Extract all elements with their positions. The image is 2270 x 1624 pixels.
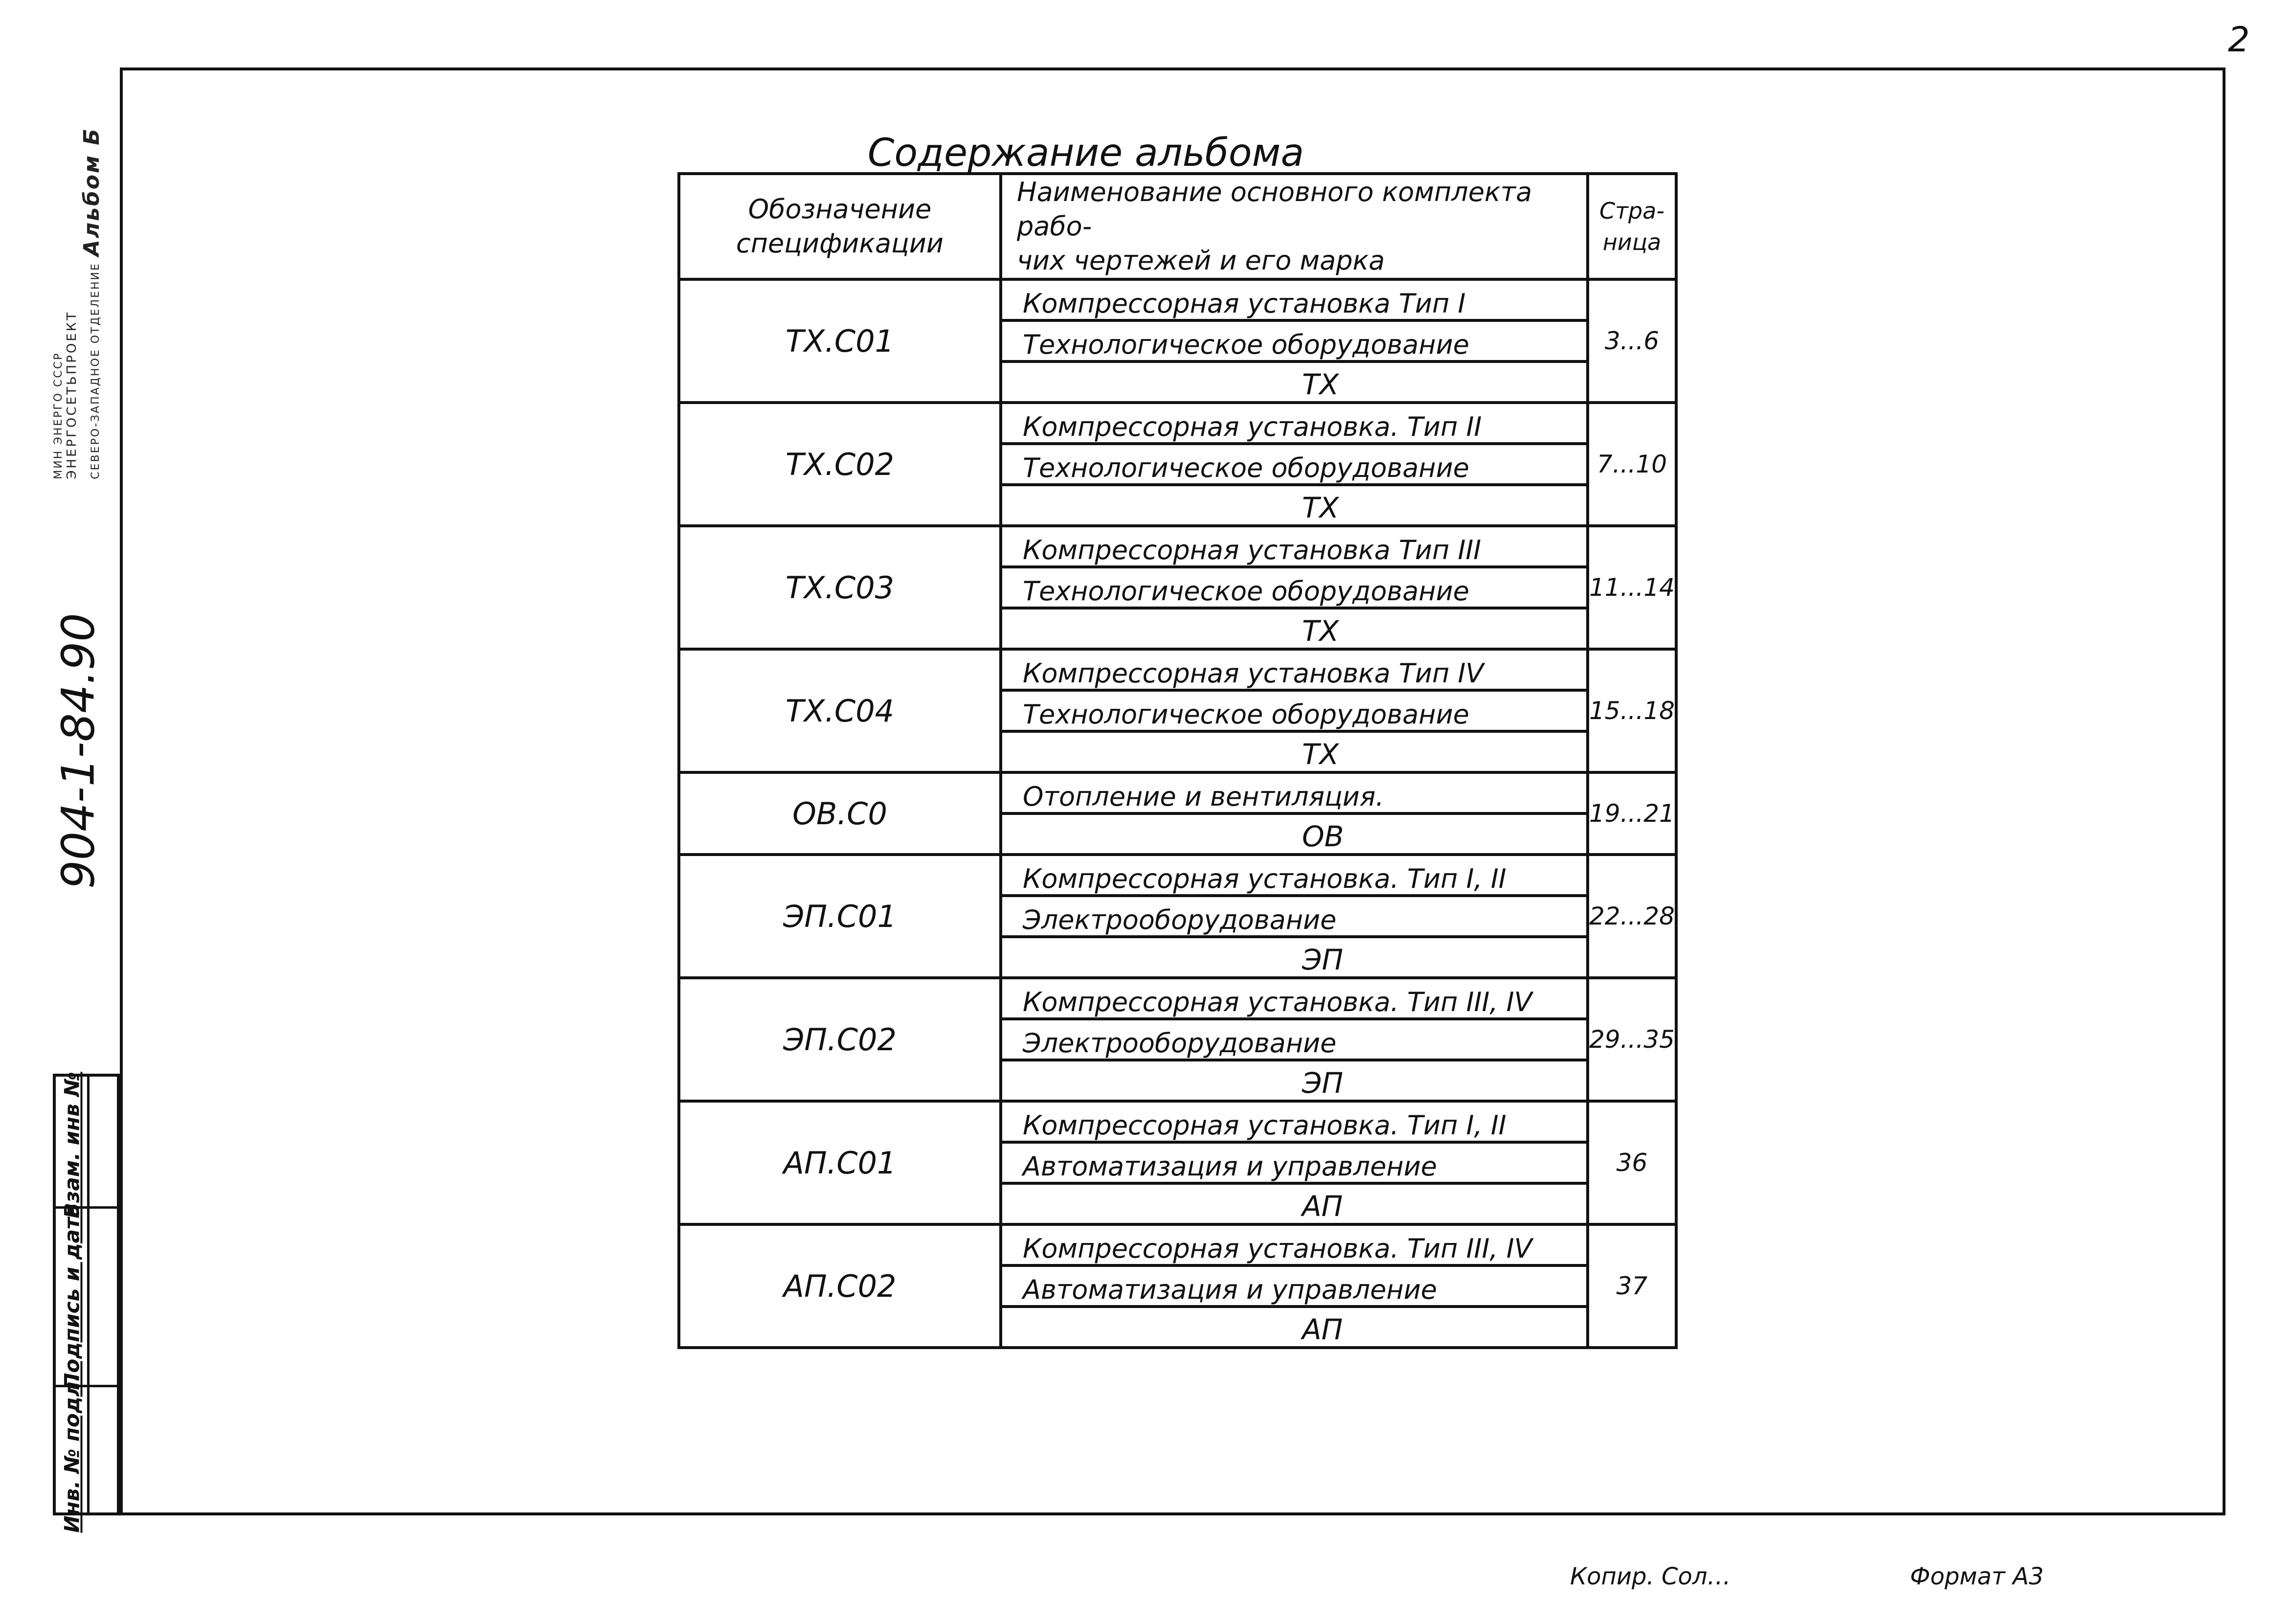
spec-code: ТХ.С03 bbox=[679, 526, 1001, 649]
stamp-album: Альбом Б bbox=[79, 127, 104, 257]
table-row bbox=[679, 855, 1676, 896]
set-name-line: Электрооборудование bbox=[1001, 1019, 1588, 1060]
page-range: 36 bbox=[1588, 1101, 1676, 1224]
header-page-line-2: ница bbox=[1602, 229, 1662, 255]
set-mark: ТХ bbox=[1299, 361, 1588, 403]
mark-spacer bbox=[1001, 361, 1299, 403]
page-range: 29...35 bbox=[1588, 978, 1676, 1101]
mark-spacer bbox=[1001, 1307, 1299, 1348]
spec-code: АП.С02 bbox=[679, 1224, 1001, 1348]
page-range: 19...21 bbox=[1588, 772, 1676, 855]
set-name-line: Автоматизация и управление bbox=[1001, 1265, 1588, 1307]
spec-code: АП.С01 bbox=[679, 1101, 1001, 1224]
set-mark: АП bbox=[1299, 1307, 1588, 1348]
table-row bbox=[679, 1224, 1676, 1265]
set-name-line: Автоматизация и управление bbox=[1001, 1142, 1588, 1183]
header-code-line-2: спецификации bbox=[736, 228, 944, 259]
contents-table bbox=[677, 172, 1678, 1349]
set-mark: ЭП bbox=[1299, 1060, 1588, 1101]
side-stamp-label-signature-date: Подпись и дата bbox=[60, 1203, 84, 1390]
set-name-line: Электрооборудование bbox=[1001, 896, 1588, 937]
spec-code: ТХ.С04 bbox=[679, 649, 1001, 772]
table-row bbox=[679, 526, 1676, 567]
set-mark: ОВ bbox=[1299, 813, 1588, 855]
page-range: 11...14 bbox=[1588, 526, 1676, 649]
side-stamp-column-divider bbox=[87, 1077, 90, 1512]
header-code bbox=[679, 174, 1001, 279]
set-mark: ТХ bbox=[1299, 485, 1588, 526]
set-name-line: Компрессорная установка. Тип III, IV bbox=[1001, 978, 1588, 1019]
set-name-line: Компрессорная установка. Тип III, IV bbox=[1001, 1224, 1588, 1265]
side-stamp bbox=[53, 1072, 120, 1533]
mark-spacer bbox=[1001, 937, 1299, 978]
table-header-row bbox=[679, 174, 1676, 279]
set-mark: ТХ bbox=[1299, 731, 1588, 772]
organization-stamp bbox=[52, 127, 104, 479]
set-mark: ТХ bbox=[1299, 608, 1588, 649]
header-name bbox=[1001, 174, 1588, 279]
table-row bbox=[679, 978, 1676, 1019]
set-name-line: Компрессорная установка. Тип II bbox=[1001, 403, 1588, 444]
page-range: 15...18 bbox=[1588, 649, 1676, 772]
table-row bbox=[679, 772, 1676, 813]
set-name-line: Компрессорная установка Тип I bbox=[1001, 279, 1588, 320]
set-name-line: Технологическое оборудование bbox=[1001, 567, 1588, 608]
stamp-org-line-2 bbox=[79, 127, 104, 479]
mark-spacer bbox=[1001, 731, 1299, 772]
side-stamp-label-replaced-inv: Взам. инв № bbox=[60, 1072, 84, 1218]
set-mark: АП bbox=[1299, 1183, 1588, 1224]
mark-spacer bbox=[1001, 485, 1299, 526]
page-number: 2 bbox=[2228, 20, 2250, 60]
header-name-line-1: Наименование основного комплекта рабо- bbox=[1017, 177, 1532, 242]
set-name-line: Технологическое оборудование bbox=[1001, 444, 1588, 485]
stamp-org-line: МИН ЭНЕРГО СССР bbox=[52, 352, 65, 479]
header-page-line-1: Стра- bbox=[1599, 198, 1664, 224]
set-name-line: Технологическое оборудование bbox=[1001, 320, 1588, 361]
set-name-line: Компрессорная установка. Тип I, II bbox=[1001, 1101, 1588, 1142]
page-title: Содержание альбома bbox=[867, 131, 1304, 175]
header-page bbox=[1588, 174, 1676, 279]
stamp-org-line2-text: СЕВЕРО-ЗАПАДНОЕ ОТДЕЛЕНИЕ bbox=[90, 262, 102, 479]
copy-note: Копир. Сол… bbox=[1570, 1563, 1731, 1590]
header-name-line-2: чих чертежей и его марка bbox=[1017, 245, 1385, 276]
spec-code: ЭП.С02 bbox=[679, 978, 1001, 1101]
set-name-line: Компрессорная установка Тип III bbox=[1001, 526, 1588, 567]
page-range: 3...6 bbox=[1588, 279, 1676, 403]
set-name-line: Компрессорная установка Тип IV bbox=[1001, 649, 1588, 690]
set-name-line: Компрессорная установка. Тип I, II bbox=[1001, 855, 1588, 896]
mark-spacer bbox=[1001, 813, 1299, 855]
set-name-line: Отопление и вентиляция. bbox=[1001, 772, 1588, 813]
table-row bbox=[679, 279, 1676, 320]
spec-code: ТХ.С02 bbox=[679, 403, 1001, 526]
mark-spacer bbox=[1001, 1183, 1299, 1224]
mark-spacer bbox=[1001, 608, 1299, 649]
album-code: 904-1-84.90 bbox=[52, 613, 105, 889]
mark-spacer bbox=[1001, 1060, 1299, 1101]
page-range: 22...28 bbox=[1588, 855, 1676, 978]
set-mark: ЭП bbox=[1299, 937, 1588, 978]
page-range: 37 bbox=[1588, 1224, 1676, 1348]
table-row bbox=[679, 649, 1676, 690]
side-stamp-label-original-inv: Инв. № подл. bbox=[60, 1374, 84, 1533]
format-note: Формат А3 bbox=[1910, 1563, 2044, 1590]
spec-code: ТХ.С01 bbox=[679, 279, 1001, 403]
page-range: 7...10 bbox=[1588, 403, 1676, 526]
table-row bbox=[679, 403, 1676, 444]
set-name-line: Технологическое оборудование bbox=[1001, 690, 1588, 731]
spec-code: ЭП.С01 bbox=[679, 855, 1001, 978]
contents-body bbox=[679, 279, 1676, 1348]
spec-code: ОВ.С0 bbox=[679, 772, 1001, 855]
header-code-line-1: Обозначение bbox=[748, 194, 932, 225]
table-row bbox=[679, 1101, 1676, 1142]
stamp-mid-line: ЭНЕРГОСЕТЬПРОЕКТ bbox=[65, 310, 79, 479]
